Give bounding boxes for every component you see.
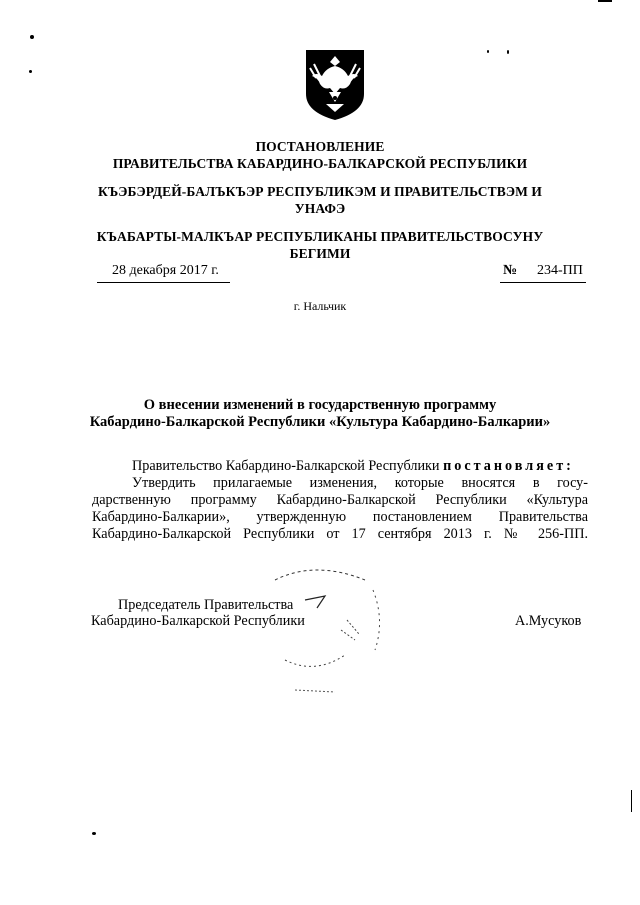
city-label: г. Нальчик bbox=[293, 299, 347, 313]
issuer-heading: ПРАВИТЕЛЬСТВА КАБАРДИНО-БАЛКАРСКОЙ РЕСПУБЛИКИ bbox=[112, 156, 528, 171]
scan-edge-mark bbox=[631, 790, 632, 812]
signatory-position-line1: Председатель Правительства bbox=[118, 597, 294, 613]
balkar-heading-line2: БЕГИМИ bbox=[289, 246, 351, 261]
body-lead-text: Правительство Кабардино-Балкарской Республики bbox=[132, 458, 440, 474]
scan-mark bbox=[29, 70, 32, 73]
scan-edge-mark bbox=[598, 0, 612, 2]
body-lead bbox=[132, 458, 574, 476]
decree-word: постановляет: bbox=[443, 458, 574, 474]
scan-mark bbox=[30, 35, 34, 39]
kabardian-heading-line2: УНАФЭ bbox=[294, 201, 346, 216]
scan-mark bbox=[92, 832, 96, 835]
coat-of-arms-emblem bbox=[296, 42, 374, 122]
resolution-title-line2: Кабардино-Балкарской Республики «Культура Кабардино-Балкарии» bbox=[89, 414, 551, 430]
signatory-name: А.Мусуков bbox=[515, 613, 582, 629]
document-date: 28 декабря 2017 г. bbox=[112, 263, 219, 278]
body-line2: дарственную программу Кабардино-Балкарской Республики «Культура bbox=[92, 492, 588, 508]
number-underline bbox=[500, 282, 586, 283]
body-line4: Кабардино-Балкарской Республики от 17 сентября 2013 г. № 256-ПП. bbox=[92, 526, 588, 542]
doc-type-heading: ПОСТАНОВЛЕНИЕ bbox=[255, 139, 385, 154]
number-sign: № bbox=[503, 263, 518, 278]
scan-mark bbox=[487, 50, 489, 53]
balkar-heading-line1: КЪАБАРТЫ-МАЛКЪАР РЕСПУБЛИКАНЫ ПРАВИТЕЛЬСТВОСУНУ bbox=[96, 229, 544, 244]
date-underline bbox=[97, 282, 230, 283]
body-line1: Утвердить прилагаемые изменения, которые вносятся в госу- bbox=[132, 475, 588, 491]
kabardian-heading-line1: КЪЭБЭРДЕЙ-БАЛЪКЪЭР РЕСПУБЛИКЭМ И ПРАВИТЕЛЬСТВЭМ И bbox=[97, 184, 543, 199]
resolution-title-line1: О внесении изменений в государственную программу bbox=[143, 397, 497, 413]
scan-mark bbox=[507, 50, 509, 54]
document-number: 234-ПП bbox=[537, 263, 583, 278]
signatory-position-line2: Кабардино-Балкарской Республики bbox=[91, 613, 305, 629]
body-line3: Кабардино-Балкарии», утвержденную постановлением Правительства bbox=[92, 509, 588, 525]
